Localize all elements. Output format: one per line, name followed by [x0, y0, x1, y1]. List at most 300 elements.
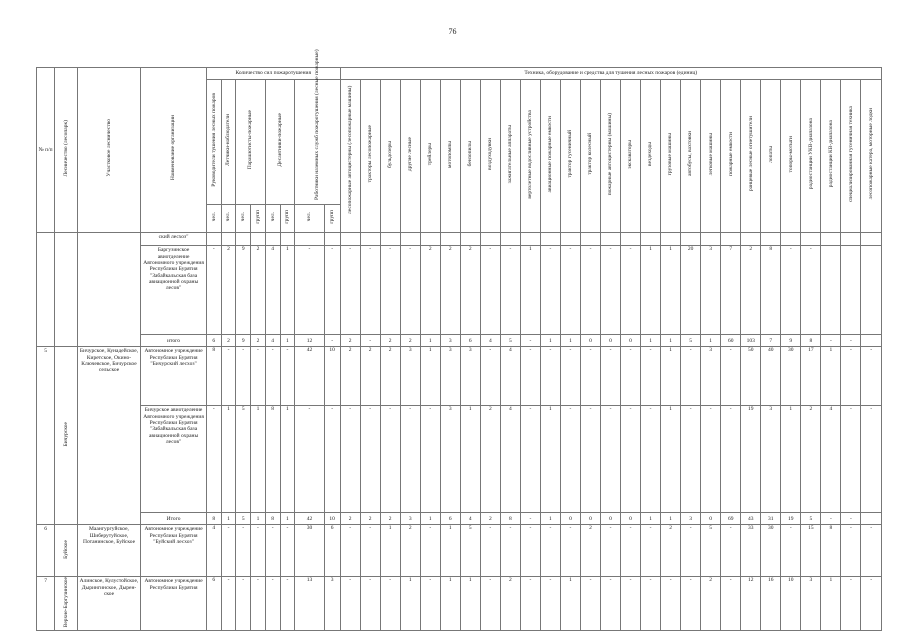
vertical-header-label: легковые машины	[707, 132, 714, 176]
value-cell: 8	[761, 246, 781, 335]
vertical-header-label: чел.	[210, 211, 217, 222]
value-cell: -	[280, 577, 295, 631]
value-cell: 13	[295, 577, 324, 631]
header-equipment-col	[420, 80, 440, 233]
value-cell: 8	[801, 335, 821, 347]
value-cell: 1	[540, 513, 560, 525]
value-cell	[661, 233, 681, 246]
value-cell: -	[360, 246, 380, 335]
value-cell: 1	[661, 335, 681, 347]
value-cell: 4	[480, 335, 500, 347]
value-cell: 8	[206, 513, 221, 525]
forest-fire-resources-table	[36, 49, 882, 628]
value-cell: 3	[440, 347, 460, 406]
org-cell: Автономное учреждение Республики Бурятия	[141, 577, 207, 631]
value-cell: 0	[580, 513, 600, 525]
header-equipment-col	[721, 80, 741, 233]
vertical-header-label: Участковое лесничество	[105, 119, 112, 177]
vertical-header-label: воздуходувки	[487, 138, 494, 170]
vertical-header-label: зажигательные аппараты	[507, 124, 514, 184]
value-cell: 3	[681, 513, 701, 525]
value-cell: -	[801, 246, 821, 335]
header-force-col	[221, 80, 236, 205]
value-cell: -	[841, 513, 861, 525]
value-cell: 6	[324, 525, 340, 577]
value-cell	[400, 233, 420, 246]
header-equipment-col	[480, 80, 500, 233]
value-cell: -	[520, 577, 540, 631]
value-cell: 3	[701, 347, 721, 406]
value-cell: -	[480, 347, 500, 406]
value-cell: 9	[236, 335, 251, 347]
vertical-header-label: групп	[284, 209, 291, 224]
value-cell: 2	[340, 347, 360, 406]
value-cell	[251, 233, 266, 246]
value-cell: 12	[741, 577, 761, 631]
value-cell: -	[221, 525, 236, 577]
value-cell: 1	[400, 577, 420, 631]
value-cell: 2	[460, 246, 480, 335]
value-cell: 1	[661, 513, 681, 525]
value-cell: 2	[701, 577, 721, 631]
value-cell: 3	[701, 246, 721, 335]
value-cell: -	[861, 347, 882, 406]
value-cell: -	[520, 513, 540, 525]
header-equipment-col	[500, 80, 520, 233]
value-cell: 5	[681, 335, 701, 347]
org-cell: ский лесхоз"	[141, 233, 207, 246]
value-cell: -	[360, 406, 380, 513]
value-cell: -	[400, 406, 420, 513]
value-cell: 1	[821, 347, 841, 406]
value-cell: 8	[500, 513, 520, 525]
value-cell: -	[560, 246, 580, 335]
vertical-header-label: другие лесные	[407, 136, 414, 172]
header-equipment-col	[801, 80, 821, 233]
value-cell: -	[420, 525, 440, 577]
header-unit	[221, 205, 236, 233]
value-cell: 3	[400, 347, 420, 406]
value-cell: -	[480, 577, 500, 631]
header-equipment-col	[761, 80, 781, 233]
value-cell	[641, 233, 661, 246]
value-cell: 43	[741, 513, 761, 525]
value-cell: -	[841, 406, 861, 513]
org-cell: Автономное учреждение Республики Бурятия "Буйский лесхоз"	[141, 525, 207, 577]
value-cell: -	[821, 335, 841, 347]
value-cell: -	[641, 577, 661, 631]
vertical-header-label: радиостанции УКВ-диапазона	[807, 118, 814, 190]
value-cell: -	[251, 525, 266, 577]
num-cell: 7	[37, 577, 55, 631]
value-cell: -	[480, 246, 500, 335]
value-cell: 1	[221, 406, 236, 513]
table-row	[37, 577, 882, 631]
value-cell	[295, 233, 324, 246]
district-cell: Бичурское, Кунадейское, Киретское, Окино-Ключевское, Бичурское сельское	[77, 347, 140, 525]
header-force-col	[206, 80, 221, 205]
value-cell: -	[380, 246, 400, 335]
value-cell: 1	[560, 335, 580, 347]
vertical-header-label: Работники наземных служб пожаротушения (лесные пожарные)	[314, 49, 321, 200]
value-cell: 2	[360, 513, 380, 525]
value-cell: -	[641, 406, 661, 513]
value-cell: 15	[801, 525, 821, 577]
value-cell: 1	[821, 577, 841, 631]
header-district-forestry	[77, 68, 140, 233]
value-cell: -	[540, 577, 560, 631]
value-cell: 9	[781, 335, 801, 347]
value-cell	[440, 233, 460, 246]
page-number: 76	[448, 27, 457, 36]
value-cell	[500, 233, 520, 246]
value-cell: -	[560, 406, 580, 513]
vertical-header-label: бульдозеры	[387, 140, 394, 168]
value-cell: 8	[265, 406, 280, 513]
value-cell: -	[580, 577, 600, 631]
value-cell: 2	[340, 335, 360, 347]
value-cell: -	[520, 347, 540, 406]
value-cell: 2	[251, 246, 266, 335]
value-cell: 3	[400, 513, 420, 525]
value-cell: -	[420, 406, 440, 513]
value-cell: 2	[741, 246, 761, 335]
header-equipment-col	[440, 80, 460, 233]
value-cell: 1	[280, 335, 295, 347]
value-cell: 1	[440, 525, 460, 577]
value-cell: -	[340, 246, 360, 335]
value-cell: 2	[661, 525, 681, 577]
value-cell: 7	[761, 335, 781, 347]
value-cell: 30	[781, 347, 801, 406]
vertical-header-label: тракторы лесопожарные	[366, 125, 373, 183]
vertical-header-label: вездеходы	[647, 142, 654, 166]
value-cell: 30	[295, 525, 324, 577]
header-equipment-col	[540, 80, 560, 233]
value-cell	[701, 233, 721, 246]
value-cell: 1	[251, 513, 266, 525]
header-equipment-col	[781, 80, 801, 233]
value-cell: 2	[380, 335, 400, 347]
value-cell	[580, 233, 600, 246]
header-equipment-col	[340, 80, 360, 233]
value-cell: 1	[440, 577, 460, 631]
value-cell	[340, 233, 360, 246]
value-cell: 2	[251, 335, 266, 347]
value-cell: 1	[380, 525, 400, 577]
table-row	[37, 246, 882, 335]
value-cell: -	[295, 246, 324, 335]
value-cell	[360, 233, 380, 246]
value-cell: -	[560, 347, 580, 406]
vertical-header-label: радиостанции КВ-диапазона	[827, 120, 834, 188]
value-cell: 4	[206, 525, 221, 577]
value-cell: 6	[206, 335, 221, 347]
value-cell: -	[206, 246, 221, 335]
value-cell: -	[420, 577, 440, 631]
header-force-col	[265, 80, 294, 205]
value-cell	[560, 233, 580, 246]
value-cell: -	[360, 335, 380, 347]
vertical-header-label: групп	[328, 209, 335, 224]
header-force-col	[295, 49, 340, 205]
value-cell: -	[324, 335, 340, 347]
value-cell: 0	[580, 335, 600, 347]
value-cell: -	[861, 577, 882, 631]
value-cell: 33	[741, 525, 761, 577]
vertical-header-label: топоры-мотыги	[787, 135, 794, 173]
value-cell: 3	[761, 406, 781, 513]
value-cell: 60	[721, 335, 741, 347]
value-cell: 1	[661, 246, 681, 335]
value-cell: 4	[460, 513, 480, 525]
value-cell: 7	[721, 246, 741, 335]
value-cell: -	[641, 525, 661, 577]
header-equipment-col	[380, 80, 400, 233]
value-cell	[221, 233, 236, 246]
value-cell	[265, 233, 280, 246]
value-cell: 1	[661, 406, 681, 513]
table-row	[37, 347, 882, 406]
header-equipment-col	[661, 80, 681, 233]
value-cell: -	[324, 246, 340, 335]
value-cell: -	[621, 577, 641, 631]
value-cell: 4	[500, 406, 520, 513]
value-cell: 1	[460, 406, 480, 513]
value-cell: 10	[781, 577, 801, 631]
value-cell: 2	[580, 525, 600, 577]
value-cell: 1	[520, 246, 540, 335]
value-cell	[236, 233, 251, 246]
value-cell	[841, 246, 861, 335]
value-cell: -	[681, 406, 701, 513]
value-cell: -	[681, 525, 701, 577]
table-row	[37, 68, 882, 80]
value-cell: -	[601, 406, 621, 513]
value-cell: 2	[221, 246, 236, 335]
value-cell: 2	[480, 406, 500, 513]
value-cell: -	[601, 525, 621, 577]
value-cell: 1	[641, 513, 661, 525]
value-cell: -	[681, 577, 701, 631]
value-cell	[206, 233, 221, 246]
value-cell: 1	[701, 335, 721, 347]
value-cell	[681, 233, 701, 246]
value-cell	[861, 335, 882, 347]
org-cell: Баргузинское авиотделение Автономного учреждения Республики Бурятия "Забайкальская база авиационной охраны лесов"	[141, 246, 207, 335]
value-cell	[861, 233, 882, 246]
value-cell: -	[781, 525, 801, 577]
value-cell	[821, 233, 841, 246]
header-equipment-col	[701, 80, 721, 233]
value-cell: 4	[500, 347, 520, 406]
vertical-header-label: пожарные емкости	[727, 132, 734, 176]
value-cell: 1	[641, 246, 661, 335]
value-cell: 69	[721, 513, 741, 525]
value-cell: 1	[661, 347, 681, 406]
value-cell: 4	[265, 246, 280, 335]
value-cell: -	[206, 406, 221, 513]
vertical-header-label: Бичурское	[62, 422, 69, 447]
value-cell: 1	[781, 406, 801, 513]
header-forces-group: Количество сил пожаротушения	[206, 68, 340, 80]
value-cell: 5	[500, 335, 520, 347]
value-cell: 0	[701, 513, 721, 525]
value-cell: 2	[360, 347, 380, 406]
value-cell: -	[721, 525, 741, 577]
vertical-header-label: Руководители тушения лесных пожаров	[210, 93, 217, 187]
table-row	[37, 233, 882, 246]
vertical-header-label: Лесничество (лесопарк)	[62, 119, 69, 177]
header-unit	[324, 205, 340, 233]
header-unit	[206, 205, 221, 233]
value-cell: 6	[206, 577, 221, 631]
vertical-header-label: чел.	[306, 211, 313, 222]
vertical-header-label: чел.	[225, 211, 232, 222]
value-cell	[540, 233, 560, 246]
header-equipment-col	[360, 80, 380, 233]
value-cell: -	[340, 406, 360, 513]
value-cell: 1	[420, 347, 440, 406]
value-cell: 8	[206, 347, 221, 406]
value-cell: 3	[801, 577, 821, 631]
value-cell: -	[580, 347, 600, 406]
value-cell: 2	[380, 347, 400, 406]
value-cell: -	[265, 577, 280, 631]
value-cell: 16	[761, 577, 781, 631]
table-row	[37, 335, 882, 347]
value-cell: 20	[681, 246, 701, 335]
value-cell: -	[841, 577, 861, 631]
vertical-header-label: Буйское	[62, 540, 69, 560]
value-cell: -	[861, 406, 882, 513]
table-row	[37, 406, 882, 513]
header-org-name	[141, 68, 207, 233]
district-cell: Маангургуйское, Шиберутуйское, Потанинское, Буйское	[77, 525, 140, 577]
vertical-header-label: грузовые машины	[667, 132, 674, 176]
value-cell: -	[236, 347, 251, 406]
value-cell: -	[236, 525, 251, 577]
value-cell	[801, 233, 821, 246]
value-cell: 1	[641, 335, 661, 347]
value-cell	[861, 246, 882, 335]
value-cell: 0	[601, 513, 621, 525]
value-cell: -	[681, 347, 701, 406]
value-cell	[460, 233, 480, 246]
total-label: Итого	[141, 513, 207, 525]
value-cell	[861, 513, 882, 525]
value-cell: 1	[460, 577, 480, 631]
value-cell	[480, 233, 500, 246]
value-cell: -	[621, 525, 641, 577]
value-cell: -	[560, 525, 580, 577]
header-equipment-col	[681, 80, 701, 233]
header-equipment-col	[560, 80, 580, 233]
value-cell: 5	[460, 525, 480, 577]
value-cell: -	[520, 335, 540, 347]
vertical-header-label: лесопожарные катера, моторные лодки	[868, 108, 875, 200]
value-cell: 5	[801, 513, 821, 525]
header-forestry	[55, 68, 78, 233]
vertical-header-label: специализированная гусеничная техника	[847, 105, 854, 203]
value-cell: 3	[440, 406, 460, 513]
vertical-header-label: лопаты	[767, 145, 774, 163]
header-equipment-col	[580, 80, 600, 233]
vertical-header-label: чел.	[269, 211, 276, 222]
vertical-header-label: групп	[254, 209, 261, 224]
value-cell: 5	[236, 513, 251, 525]
value-cell: -	[265, 525, 280, 577]
vertical-header-label: Верхне-Баргузинское	[62, 577, 69, 628]
value-cell: -	[500, 246, 520, 335]
header-equipment-col	[520, 80, 540, 233]
vertical-header-label: мотопомпы	[447, 140, 454, 168]
value-cell: -	[520, 406, 540, 513]
value-cell: -	[641, 347, 661, 406]
value-cell: 0	[560, 513, 580, 525]
value-cell: 1	[420, 335, 440, 347]
vertical-header-label: бензопилы	[467, 141, 474, 167]
value-cell: 6	[460, 335, 480, 347]
value-cell: -	[781, 246, 801, 335]
value-cell: -	[601, 347, 621, 406]
value-cell	[721, 233, 741, 246]
value-cell: 31	[761, 513, 781, 525]
value-cell: -	[540, 525, 560, 577]
value-cell: 1	[221, 513, 236, 525]
value-cell: 3	[324, 577, 340, 631]
forestry-cell	[55, 347, 78, 525]
num-cell: 5	[37, 347, 55, 525]
value-cell: -	[251, 577, 266, 631]
value-cell: 2	[440, 246, 460, 335]
value-cell	[621, 233, 641, 246]
value-cell: -	[721, 406, 741, 513]
value-cell: -	[520, 525, 540, 577]
num-cell	[37, 233, 55, 347]
header-unit	[251, 205, 266, 233]
value-cell: 42	[295, 347, 324, 406]
value-cell: -	[601, 577, 621, 631]
value-cell: -	[841, 347, 861, 406]
value-cell: 1	[540, 335, 560, 347]
vertical-header-label: Десантники-пожарные	[276, 113, 283, 167]
value-cell	[761, 233, 781, 246]
vertical-header-label: ранцевые лесные огнетушители	[747, 116, 754, 192]
value-cell: -	[340, 525, 360, 577]
value-cell: -	[380, 577, 400, 631]
forestry-cell	[55, 525, 78, 577]
value-cell: -	[221, 577, 236, 631]
value-cell: 2	[380, 513, 400, 525]
header-equipment-col	[400, 80, 420, 233]
value-cell: -	[721, 577, 741, 631]
value-cell	[380, 233, 400, 246]
value-cell: 1	[560, 577, 580, 631]
vertical-header-label: Летчики-наблюдатели	[225, 114, 232, 166]
value-cell	[821, 246, 841, 335]
value-cell: 8	[821, 525, 841, 577]
header-equipment-col	[601, 80, 621, 233]
header-equipment-col	[821, 80, 841, 233]
value-cell: -	[621, 406, 641, 513]
value-cell: -	[265, 347, 280, 406]
value-cell: -	[400, 246, 420, 335]
value-cell: 2	[400, 525, 420, 577]
value-cell: 2	[340, 513, 360, 525]
header-unit	[295, 205, 324, 233]
vertical-header-label: авиационные пожарные емкости	[547, 115, 554, 193]
